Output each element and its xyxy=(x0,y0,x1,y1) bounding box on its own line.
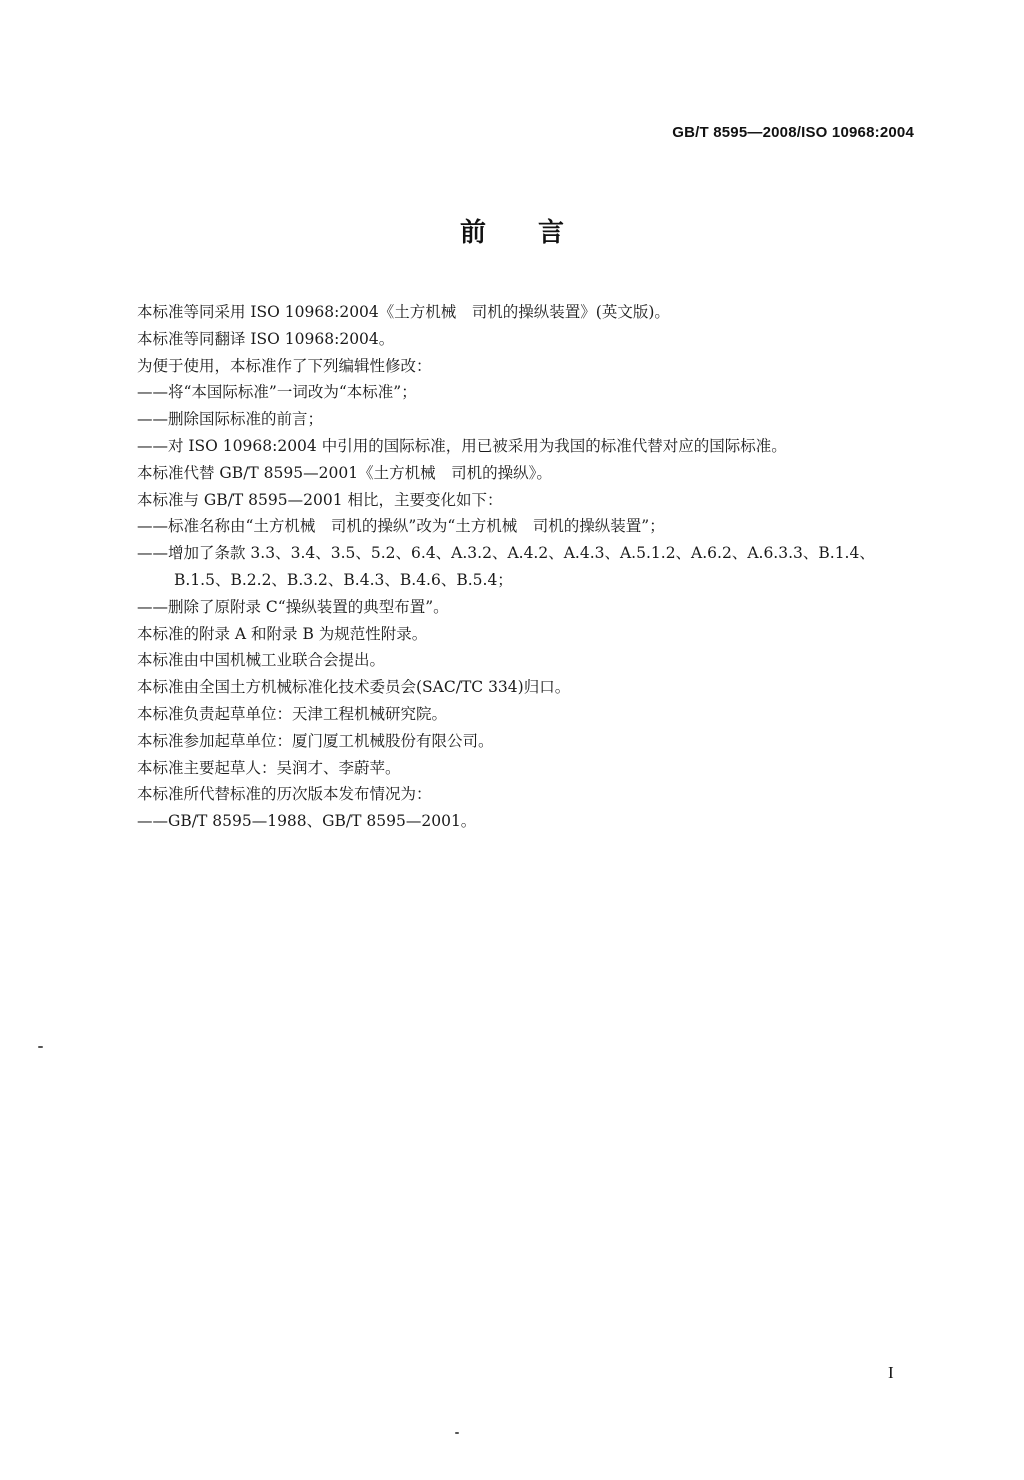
list-item: ——增加了条款 3.3、3.4、3.5、5.2、6.4、A.3.2、A.4.2、A.4.3、A.5.1.2、A.6.2、A.6.3.3、B.1.4、 xyxy=(137,544,875,563)
scan-speck xyxy=(38,1046,43,1048)
scan-speck xyxy=(455,1432,459,1434)
body-line: 本标准参加起草单位：厦门厦工机械股份有限公司。 xyxy=(137,731,494,750)
body-line: 本标准主要起草人：吴润才、李蔚苹。 xyxy=(137,758,401,777)
body-line: 为便于使用，本标准作了下列编辑性修改： xyxy=(137,356,432,375)
page-number: I xyxy=(888,1363,894,1382)
body-line: 本标准的附录 A 和附录 B 为规范性附录。 xyxy=(137,624,428,643)
body-line: 本标准由中国机械工业联合会提出。 xyxy=(137,651,386,670)
body-line: 本标准代替 GB/T 8595—2001《土方机械 司机的操纵》。 xyxy=(137,463,552,482)
list-item: ——删除了原附录 C“操纵装置的典型布置”。 xyxy=(137,597,449,616)
body-line: 本标准由全国土方机械标准化技术委员会(SAC/TC 334)归口。 xyxy=(137,678,571,697)
list-item: ——删除国际标准的前言； xyxy=(137,410,324,429)
foreword-body xyxy=(137,299,937,835)
list-item: ——将“本国际标准”一词改为“本标准”； xyxy=(137,383,417,402)
list-item: ——对 ISO 10968:2004 中引用的国际标准，用已被采用为我国的标准代替对应的国际标准。 xyxy=(137,436,787,455)
body-line: 本标准等同采用 ISO 10968:2004《土方机械 司机的操纵装置》(英文版)。 xyxy=(137,303,670,321)
list-item-continuation: B.1.5、B.2.2、B.3.2、B.4.3、B.4.6、B.5.4； xyxy=(174,570,513,589)
document-code: GB/T 8595—2008/ISO 10968:2004 xyxy=(672,124,914,141)
body-line: 本标准负责起草单位：天津工程机械研究院。 xyxy=(137,704,448,723)
page-title: 前言 xyxy=(459,218,616,248)
body-line: 本标准所代替标准的历次版本发布情况为： xyxy=(137,785,432,804)
list-item: ——标准名称由“土方机械 司机的操纵”改为“土方机械 司机的操纵装置”； xyxy=(137,517,665,536)
list-item: ——GB/T 8595—1988、GB/T 8595—2001。 xyxy=(137,812,477,831)
body-line: 本标准等同翻译 ISO 10968:2004。 xyxy=(137,329,395,348)
body-line: 本标准与 GB/T 8595—2001 相比，主要变化如下： xyxy=(137,490,503,509)
